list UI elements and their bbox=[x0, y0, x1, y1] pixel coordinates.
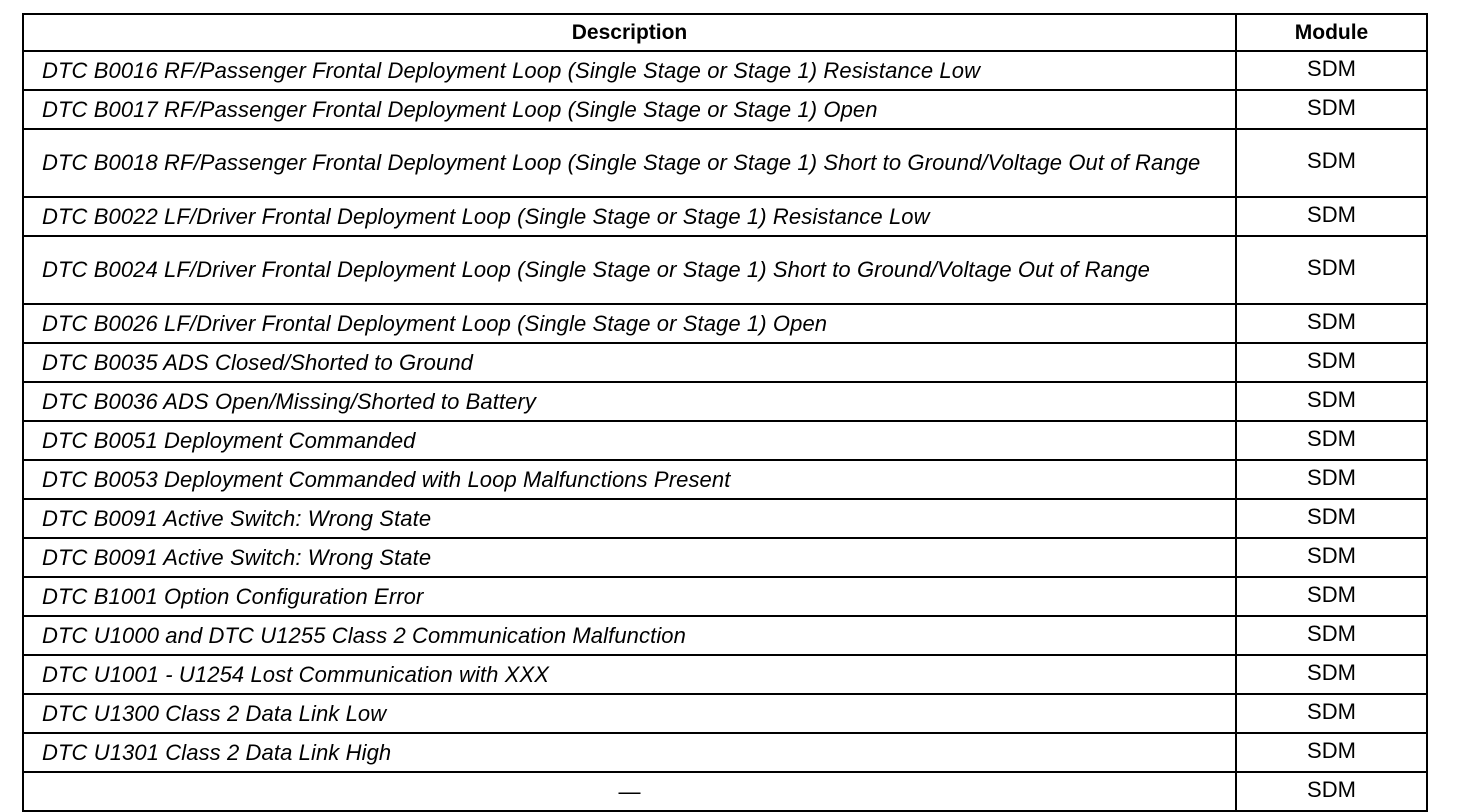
module-value: SDM bbox=[1236, 616, 1427, 655]
module-value: SDM bbox=[1236, 538, 1427, 577]
table-header-row bbox=[23, 14, 1427, 51]
dtc-description: DTC U1001 - U1254 Lost Communication with XXX bbox=[23, 655, 1236, 694]
table-row bbox=[23, 236, 1427, 304]
table-row bbox=[23, 772, 1427, 811]
dtc-description: DTC U1300 Class 2 Data Link Low bbox=[23, 694, 1236, 733]
table-row bbox=[23, 655, 1427, 694]
module-value: SDM bbox=[1236, 90, 1427, 129]
table-row bbox=[23, 343, 1427, 382]
dtc-description: DTC B0051 Deployment Commanded bbox=[23, 421, 1236, 460]
table-row bbox=[23, 499, 1427, 538]
table-row bbox=[23, 382, 1427, 421]
table-row bbox=[23, 129, 1427, 197]
table-row bbox=[23, 577, 1427, 616]
module-value: SDM bbox=[1236, 421, 1427, 460]
module-value: SDM bbox=[1236, 129, 1427, 197]
dtc-description: DTC B0018 RF/Passenger Frontal Deployment Loop (Single Stage or Stage 1) Short to Ground/Voltage Out of Range bbox=[23, 129, 1236, 197]
table-row bbox=[23, 90, 1427, 129]
module-value: SDM bbox=[1236, 51, 1427, 90]
dtc-description: DTC B0036 ADS Open/Missing/Shorted to Battery bbox=[23, 382, 1236, 421]
table-row bbox=[23, 538, 1427, 577]
dtc-description: DTC B0053 Deployment Commanded with Loop Malfunctions Present bbox=[23, 460, 1236, 499]
module-value: SDM bbox=[1236, 304, 1427, 343]
dtc-description: DTC B0024 LF/Driver Frontal Deployment Loop (Single Stage or Stage 1) Short to Ground/Voltage Out of Range bbox=[23, 236, 1236, 304]
dtc-description: DTC B0022 LF/Driver Frontal Deployment Loop (Single Stage or Stage 1) Resistance Low bbox=[23, 197, 1236, 236]
module-column-header: Module bbox=[1236, 14, 1427, 51]
table-row bbox=[23, 197, 1427, 236]
module-value: SDM bbox=[1236, 236, 1427, 304]
table-row bbox=[23, 616, 1427, 655]
module-value: SDM bbox=[1236, 343, 1427, 382]
dtc-description: DTC B0016 RF/Passenger Frontal Deployment Loop (Single Stage or Stage 1) Resistance Low bbox=[23, 51, 1236, 90]
table-row bbox=[23, 733, 1427, 772]
dtc-description: DTC B0091 Active Switch: Wrong State bbox=[23, 538, 1236, 577]
dtc-description: DTC B0035 ADS Closed/Shorted to Ground bbox=[23, 343, 1236, 382]
table-row bbox=[23, 694, 1427, 733]
module-value: SDM bbox=[1236, 460, 1427, 499]
table-row bbox=[23, 460, 1427, 499]
table-row bbox=[23, 304, 1427, 343]
dtc-description: DTC U1000 and DTC U1255 Class 2 Communication Malfunction bbox=[23, 616, 1236, 655]
module-value: SDM bbox=[1236, 197, 1427, 236]
dtc-description: DTC B0091 Active Switch: Wrong State bbox=[23, 499, 1236, 538]
module-value: SDM bbox=[1236, 499, 1427, 538]
dtc-description: DTC B0026 LF/Driver Frontal Deployment Loop (Single Stage or Stage 1) Open bbox=[23, 304, 1236, 343]
dtc-description-empty: — bbox=[23, 772, 1236, 811]
module-value: SDM bbox=[1236, 772, 1427, 811]
dtc-description: DTC B1001 Option Configuration Error bbox=[23, 577, 1236, 616]
description-column-header: Description bbox=[23, 14, 1236, 51]
module-value: SDM bbox=[1236, 733, 1427, 772]
dtc-module-table bbox=[22, 13, 1428, 812]
module-value: SDM bbox=[1236, 694, 1427, 733]
table-row bbox=[23, 421, 1427, 460]
dtc-description: DTC U1301 Class 2 Data Link High bbox=[23, 733, 1236, 772]
module-value: SDM bbox=[1236, 655, 1427, 694]
module-value: SDM bbox=[1236, 382, 1427, 421]
module-value: SDM bbox=[1236, 577, 1427, 616]
dtc-description: DTC B0017 RF/Passenger Frontal Deployment Loop (Single Stage or Stage 1) Open bbox=[23, 90, 1236, 129]
table-row bbox=[23, 51, 1427, 90]
